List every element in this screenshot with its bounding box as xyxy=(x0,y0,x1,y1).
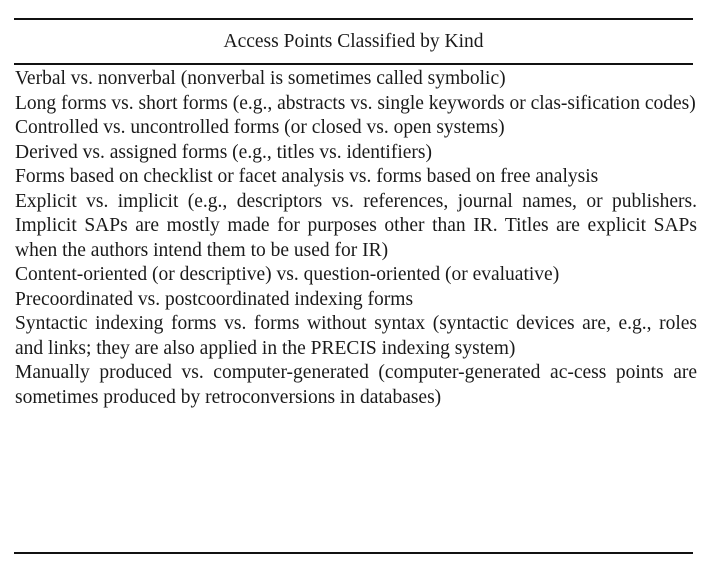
access-points-list xyxy=(15,67,697,410)
list-item-controlled: Controlled vs. uncontrolled forms (or closed vs. open systems) xyxy=(15,117,505,138)
bottom-rule xyxy=(14,552,693,554)
list-item-explicit: Explicit vs. implicit (e.g., descriptors vs. references, journal names, or publishers. Implicit SAPs are mostly made for purposes other than IR. Titles are explicit SAPs when the authors intend them to be used for IR) xyxy=(15,190,697,261)
list-item-derived: Derived vs. assigned forms (e.g., titles vs. identifiers) xyxy=(15,141,432,163)
table-title: Access Points Classified by Kind xyxy=(223,31,484,52)
top-rule xyxy=(14,18,693,20)
list-item-checklist: Forms based on checklist or facet analysis vs. forms based on free analysis xyxy=(15,166,599,187)
list-item-long-short: Long forms vs. short forms (e.g., abstracts vs. single keywords or clas-sification codes) xyxy=(15,92,696,114)
header-rule xyxy=(14,63,693,65)
list-item-verbal: Verbal vs. nonverbal (nonverbal is sometimes called symbolic) xyxy=(15,68,506,89)
list-item-content-oriented: Content-oriented (or descriptive) vs. question-oriented (or evaluative) xyxy=(15,264,560,285)
list-item-manual: Manually produced vs. computer-generated (computer-generated ac-cess points are sometimes produced by retroconversions in databases) xyxy=(15,362,697,408)
list-item-syntactic: Syntactic indexing forms vs. forms without syntax (syntactic devices are, e.g., roles and links; they are also applied in the PRECIS indexing system) xyxy=(15,313,697,359)
list-item-precoordinated: Precoordinated vs. postcoordinated indexing forms xyxy=(15,288,414,310)
